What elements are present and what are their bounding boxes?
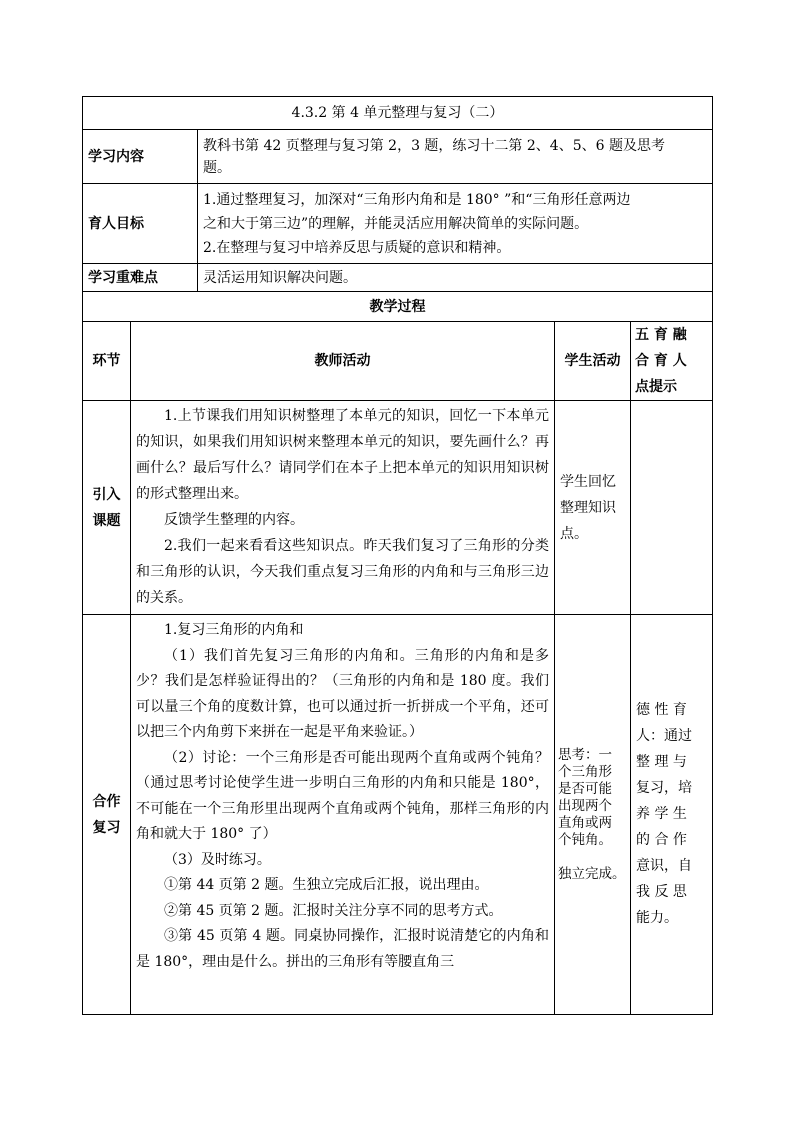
- five-header-line: 合 育 人: [635, 353, 687, 369]
- student-line: 是否可能: [558, 780, 612, 797]
- student-line: 个三角形: [558, 763, 612, 780]
- teacher-paragraph: 1.上节课我们用知识树整理了本单元的知识，回忆一下本单元的知识，如果我们用知识树来整理本单元的知识，要先画什么？再画什么？最后写什么？请同学们在本子上把本单元的知识用知识树的形式整理出来。: [136, 408, 549, 502]
- teacher-paragraph: ②第 45 页第 2 题。汇报时关注分享不同的思考方式。: [164, 902, 503, 919]
- row-label-keypoints: 学习重难点: [83, 264, 198, 292]
- section-coop-five: [631, 615, 713, 1015]
- teacher-paragraph: ③第 45 页第 4 题。同桌协同操作，汇报时说清楚它的内角和是 180°，理由是什么。拼出的三角形有等腰直角三: [136, 928, 549, 970]
- teacher-paragraph: 2.我们一起来看看这些知识点。昨天我们复习了三角形的分类和三角形的认识，今天我们重点复习三角形的内角和与三角形三边的关系。: [136, 538, 549, 606]
- lesson-title: 4.3.2 第 4 单元整理与复习（二）: [83, 97, 713, 130]
- section-name-line: 引入: [92, 486, 121, 503]
- goal-line: 之和大于第三边”的理解，并能灵活应用解决简单的实际问题。: [203, 215, 589, 232]
- student-line: 出现两个: [558, 797, 612, 814]
- five-line: 人：通过: [636, 728, 692, 744]
- five-line: 能力。: [636, 910, 678, 926]
- student-line: 学生回忆: [560, 473, 616, 490]
- col-header-five: [631, 322, 713, 401]
- section-coop-student: [555, 615, 631, 1015]
- student-line: 整理知识: [560, 499, 616, 516]
- col-header-teacher: 教师活动: [131, 322, 555, 401]
- section-intro-five: [631, 401, 713, 615]
- section-name-line: 合作: [92, 793, 121, 810]
- section-intro-teacher: [131, 401, 555, 615]
- content-line: 教科书第 42 页整理与复习第 2，3 题，练习十二第 2、4、5、6 题及思考: [203, 137, 665, 154]
- teacher-paragraph: （1）我们首先复习三角形的内角和。三角形的内角和是多少？我们是怎样验证得出的？（三角形的内角和是 180 度。我们可以量三个角的度数计算，也可以通过折一折拼成一个平角，还可以把三个内角剪下来拼在一起是平角来验证。）: [136, 647, 549, 740]
- section-coop-teacher: [131, 615, 555, 1015]
- teacher-paragraph: 反馈学生整理的内容。: [164, 512, 304, 528]
- five-line: 整 理 与: [636, 754, 687, 770]
- row-label-content: 学习内容: [83, 130, 198, 184]
- section-name-line: 课题: [92, 512, 121, 529]
- content-line: 题。: [203, 159, 231, 176]
- row-value-goals: [198, 184, 713, 264]
- row-value-keypoints: [198, 264, 713, 292]
- five-line: 我 反 思: [636, 884, 687, 900]
- section-name-line: 复习: [92, 819, 121, 836]
- five-line: 养 学 生: [636, 806, 687, 822]
- five-header-line: 点提示: [635, 379, 677, 395]
- section-coop-name: [83, 615, 131, 1015]
- five-line: 复习，培: [636, 780, 692, 796]
- col-header-section: 环节: [83, 322, 131, 401]
- teacher-paragraph: （3）及时练习。: [164, 851, 271, 868]
- student-line: 点。: [560, 525, 588, 542]
- five-line: 德 性 育: [636, 702, 687, 718]
- keypoints-line: 灵活运用知识解决问题。: [203, 269, 357, 286]
- goal-line: 1.通过整理复习，加深对“三角形内角和是 180° ”和“三角形任意两边: [203, 191, 631, 208]
- section-intro-student: [555, 401, 631, 615]
- student-line: 直角或两: [558, 814, 612, 831]
- teacher-paragraph: ①第 44 页第 2 题。生独立完成后汇报，说出理由。: [164, 877, 489, 893]
- five-header-line: 五 育 融: [635, 327, 687, 343]
- row-value-content: [198, 130, 713, 184]
- lesson-plan: [82, 96, 712, 1015]
- row-label-goals: 育人目标: [83, 184, 198, 264]
- five-line: 意识，自: [636, 858, 692, 874]
- lesson-table: [82, 96, 713, 1015]
- student-line: 思考：一: [558, 746, 612, 763]
- student-line: 独立完成。: [558, 865, 626, 882]
- process-header: 教学过程: [83, 292, 713, 322]
- section-intro-name: [83, 401, 131, 615]
- five-line: 的 合 作: [636, 832, 687, 848]
- student-line: 个钝角。: [558, 831, 612, 848]
- teacher-paragraph: 1.复习三角形的内角和: [164, 622, 304, 638]
- teacher-paragraph: （2）讨论：一个三角形是否可能出现两个直角或两个钝角？（通过思考讨论使学生进一步明白三角形的内角和只能是 180°，不可能在一个三角形里出现两个直角或两个钝角，那样三角形的内角和就大于 180° 了）: [136, 749, 549, 842]
- goal-line: 2.在整理与复习中培养反思与质疑的意识和精神。: [203, 239, 511, 256]
- student-line: [558, 849, 627, 866]
- col-header-student: 学生活动: [555, 322, 631, 401]
